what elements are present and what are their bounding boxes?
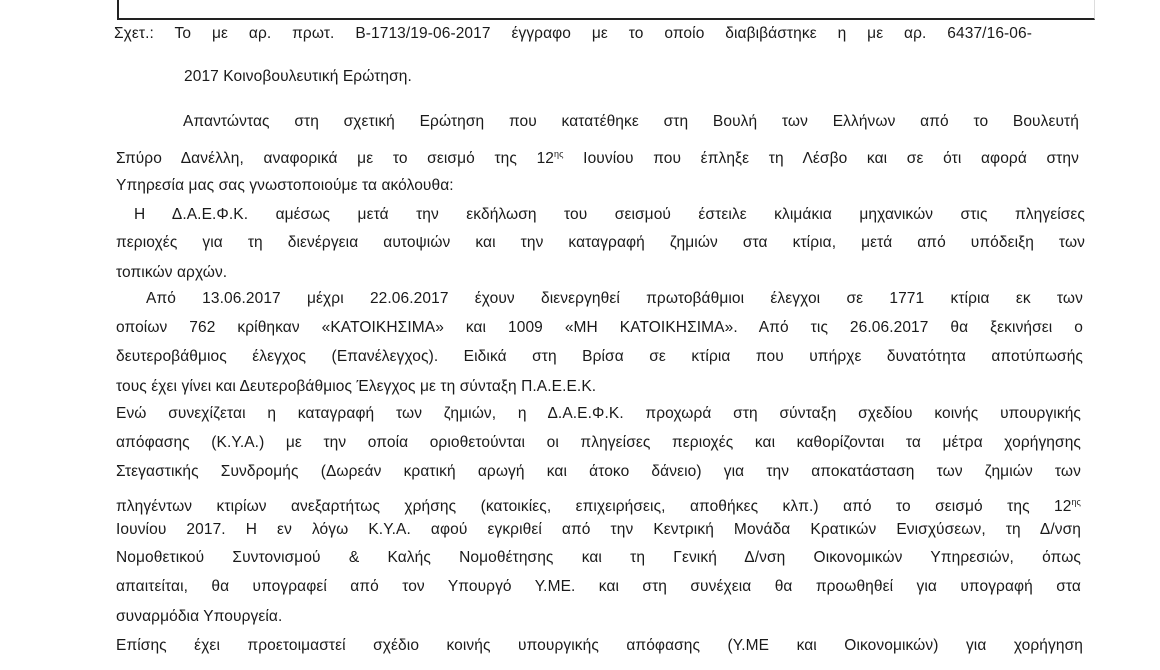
paragraph-line: Επίσης έχει προετοιμαστεί σχέδιο κοινής υπουργικής απόφασης (Υ.ΜΕ και Οικονομικών) για χορήγηση	[116, 637, 1083, 654]
paragraph-line: περιοχές για τη διενέργεια αυτοψιών και την καταγραφή ζημιών στα κτίρια, μετά από υπόδειξη των	[116, 234, 1085, 251]
paragraph-line-start: Σπύρο Δανέλλη, αναφορικά με το σεισμό της $12^{\eta\varsigma}$	[116, 149, 564, 168]
paragraph-line: Υπηρεσία μας σας γνωστοποιούμε τα ακόλουθα:	[116, 177, 454, 194]
paragraph-line: τοπικών αρχών.	[116, 264, 228, 281]
paragraph-line: Στεγαστικής Συνδρομής (Δωρεάν κρατική αρωγή και άτοκο δάνειο) για την αποκατάσταση των ζημιών των	[116, 463, 1081, 480]
paragraph-line-start: πληγέντων κτιρίων ανεξαρτήτως χρήσης (κατοικίες, επιχειρήσεις, αποθήκες κλπ.) από το σεισμό της $12^{\eta\varsigma}$	[116, 497, 1081, 516]
paragraph-line: οποίων 762 κρίθηκαν «ΚΑΤΟΙΚΗΣΙΜΑ» και 1009 «ΜΗ ΚΑΤΟΙΚΗΣΙΜΑ». Από τις 26.06.2017 θα ξεκινήσει ο	[116, 319, 1083, 336]
paragraph-line: Σπύρο Δανέλλη, αναφορικά με το σεισμό της $12^{\eta\varsigma}$ Ιουνίου που έπληξε τη Λέσβο και σε ότι αφορά στην	[116, 149, 1079, 168]
paragraph-line: συναρμόδια Υπουργεία.	[116, 608, 283, 625]
paragraph-line: Ενώ συνεχίζεται η καταγραφή των ζημιών, η Δ.Α.Ε.Φ.Κ. προχωρά στη σύνταξη σχεδίου κοινής υπουργικής	[116, 405, 1081, 422]
paragraph-line: Ιουνίου 2017. Η εν λόγω Κ.Υ.Α. αφού εγκριθεί από την Κεντρική Μονάδα Κρατικών Ενισχύσεων, τη Δ/νση	[116, 521, 1081, 538]
paragraph-line: Η Δ.Α.Ε.Φ.Κ. αμέσως μετά την εκδήλωση του σεισμού έστειλε κλιμάκια μηχανικών στις πληγείσες	[134, 206, 1085, 223]
paragraph-line: απαιτείται, θα υπογραφεί από τον Υπουργό Υ.ΜΕ. και στη συνέχεια θα προωθηθεί για υπογραφή στα	[116, 578, 1081, 595]
paragraph-line: Από 13.06.2017 μέχρι 22.06.2017 έχουν διενεργηθεί πρωτοβάθμιοι έλεγχοι σε 1771 κτίρια εκ των	[146, 290, 1083, 307]
reference-line: 2017 Κοινοβουλευτική Ερώτηση.	[184, 68, 412, 85]
paragraph-line: απόφασης (Κ.Υ.Α.) με την οποία οριοθετούνται οι πληγείσες περιοχές και καθορίζονται τα μέτρα χορήγησης	[116, 434, 1081, 451]
paragraph-line: δευτεροβάθμιος έλεγχος (Επανέλεγχος). Ειδικά στη Βρίσα σε κτίρια που υπήρχε δυνατότητα αποτύπωσής	[116, 348, 1083, 365]
paragraph-line: Απαντώντας στη σχετική Ερώτηση που κατατέθηκε στη Βουλή των Ελλήνων από το Βουλευτή	[183, 113, 1079, 130]
paragraph-line: τους έχει γίνει και Δευτεροβάθμιος Έλεγχος με τη σύνταξη Π.Α.Ε.Ε.Κ.	[116, 378, 597, 395]
paragraph-line	[116, 492, 1081, 517]
header-box-border	[117, 0, 1095, 20]
paragraph-line: Νομοθετικού Συντονισμού & Καλής Νομοθέτησης και τη Γενική Δ/νση Οικονομικών Υπηρεσιών, όπως	[116, 549, 1081, 566]
reference-line: Σχετ.: Το με αρ. πρωτ. Β-1713/19-06-2017 έγγραφο με το οποίο διαβιβάστηκε η με αρ. 6437/16-06-	[114, 25, 1032, 42]
